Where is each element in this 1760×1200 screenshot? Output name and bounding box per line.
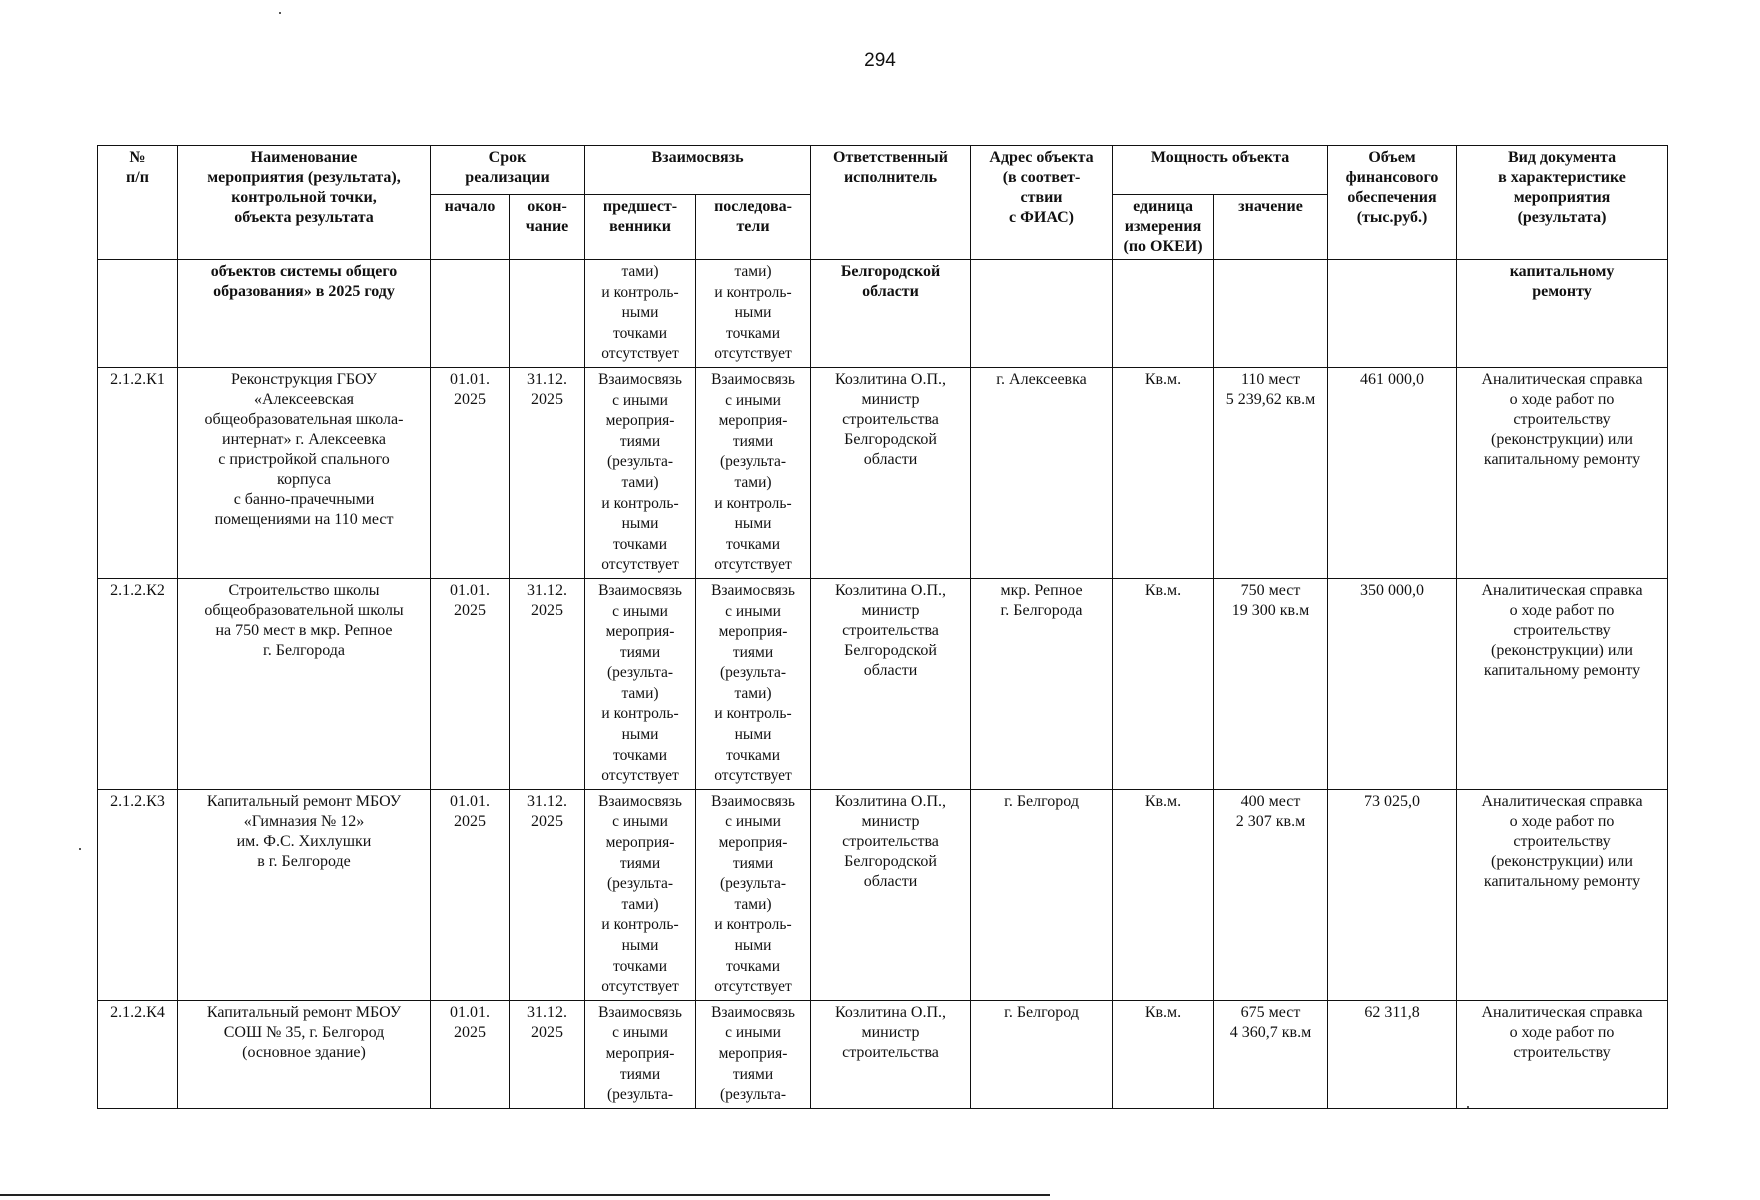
cell-prev: Взаимосвязь с иными мероприя- тиями (результа- <box>585 1000 696 1108</box>
scan-edge-line <box>0 1194 1050 1196</box>
cell-address: мкр. Репное г. Белгорода <box>971 578 1113 789</box>
table-row <box>98 789 1668 1000</box>
cell-next: Взаимосвязь с иными мероприя- тиями (результа- тами) и контроль- ными точками отсутствует <box>696 367 811 578</box>
cell-address: г. Белгород <box>971 1000 1113 1108</box>
table-row-continuation <box>98 260 1668 368</box>
cell-funding: 461 000,0 <box>1328 367 1457 578</box>
header-term-end: окон- чание <box>510 195 585 260</box>
cell-doc-type: Аналитическая справка о ходе работ по строительству (реконструкции) или капитальному ремонту <box>1457 578 1668 789</box>
cell-num: 2.1.2.К3 <box>98 789 178 1000</box>
table-row <box>98 578 1668 789</box>
table-header <box>98 146 1668 260</box>
header-term-start: начало <box>431 195 510 260</box>
cell-end: 31.12. 2025 <box>510 1000 585 1108</box>
cell-name: Строительство школы общеобразовательной школы на 750 мест в мкр. Репное г. Белгорода <box>178 578 431 789</box>
cell-start: 01.01. 2025 <box>431 367 510 578</box>
cell-value: 750 мест 19 300 кв.м <box>1214 578 1328 789</box>
cell-num: 2.1.2.К2 <box>98 578 178 789</box>
header-capacity-value: значение <box>1214 195 1328 260</box>
cell-next: Взаимосвязь с иными мероприя- тиями (результа- тами) и контроль- ными точками отсутствует <box>696 578 811 789</box>
cell-next: Взаимосвязь с иными мероприя- тиями (результа- <box>696 1000 811 1108</box>
cell-unit: Кв.м. <box>1113 367 1214 578</box>
page-number: 294 <box>864 50 896 71</box>
cell-prev: тами) и контроль- ными точками отсутствует <box>585 260 696 368</box>
cell-start <box>431 260 510 368</box>
cell-doc-type: капитальному ремонту <box>1457 260 1668 368</box>
cell-end: 31.12. 2025 <box>510 367 585 578</box>
cell-name: Капитальный ремонт МБОУ СОШ № 35, г. Белгород (основное здание) <box>178 1000 431 1108</box>
cell-doc-type: Аналитическая справка о ходе работ по строительству (реконструкции) или капитальному ремонту <box>1457 367 1668 578</box>
cell-prev: Взаимосвязь с иными мероприя- тиями (результа- тами) и контроль- ными точками отсутствует <box>585 789 696 1000</box>
header-term: Срок реализации <box>431 146 585 195</box>
cell-num <box>98 260 178 368</box>
cell-address: г. Белгород <box>971 789 1113 1000</box>
cell-value: 110 мест 5 239,62 кв.м <box>1214 367 1328 578</box>
table-row <box>98 367 1668 578</box>
cell-num: 2.1.2.К1 <box>98 367 178 578</box>
table-row <box>98 1000 1668 1108</box>
cell-value: 675 мест 4 360,7 кв.м <box>1214 1000 1328 1108</box>
header-relation: Взаимосвязь <box>585 146 811 195</box>
cell-unit: Кв.м. <box>1113 578 1214 789</box>
cell-unit <box>1113 260 1214 368</box>
cell-doc-type: Аналитическая справка о ходе работ по строительству <box>1457 1000 1668 1108</box>
cell-funding: 350 000,0 <box>1328 578 1457 789</box>
cell-end: 31.12. 2025 <box>510 789 585 1000</box>
cell-prev: Взаимосвязь с иными мероприя- тиями (результа- тами) и контроль- ными точками отсутствует <box>585 367 696 578</box>
cell-executor: Козлитина О.П., министр строительства Белгородской области <box>811 367 971 578</box>
scan-speck <box>79 848 81 850</box>
cell-start: 01.01. 2025 <box>431 578 510 789</box>
cell-funding: 73 025,0 <box>1328 789 1457 1000</box>
cell-address <box>971 260 1113 368</box>
cell-start: 01.01. 2025 <box>431 789 510 1000</box>
cell-name: объектов системы общего образования» в 2025 году <box>178 260 431 368</box>
cell-executor: Козлитина О.П., министр строительства Белгородской области <box>811 789 971 1000</box>
cell-name: Капитальный ремонт МБОУ «Гимназия № 12» им. Ф.С. Хихлушки в г. Белгороде <box>178 789 431 1000</box>
cell-name: Реконструкция ГБОУ «Алексеевская общеобразовательная школа- интернат» г. Алексеевка с пристройкой спального корпуса с банно-прачечными помещениями на 110 мест <box>178 367 431 578</box>
header-capacity-unit: единица измерения (по ОКЕИ) <box>1113 195 1214 260</box>
cell-num: 2.1.2.К4 <box>98 1000 178 1108</box>
cell-end: 31.12. 2025 <box>510 578 585 789</box>
header-name: Наименование мероприятия (результата), контрольной точки, объекта результата <box>178 146 431 260</box>
header-relation-prev: предшест- венники <box>585 195 696 260</box>
header-doc-type: Вид документа в характеристике мероприятия (результата) <box>1457 146 1668 260</box>
cell-executor: Козлитина О.П., министр строительства Белгородской области <box>811 578 971 789</box>
cell-start: 01.01. 2025 <box>431 1000 510 1108</box>
scan-speck <box>279 12 281 14</box>
header-funding: Объем финансового обеспечения (тыс.руб.) <box>1328 146 1457 260</box>
cell-doc-type: Аналитическая справка о ходе работ по строительству (реконструкции) или капитальному ремонту <box>1457 789 1668 1000</box>
cell-value: 400 мест 2 307 кв.м <box>1214 789 1328 1000</box>
header-executor: Ответственный исполнитель <box>811 146 971 260</box>
cell-funding: 62 311,8 <box>1328 1000 1457 1108</box>
cell-next: тами) и контроль- ными точками отсутствует <box>696 260 811 368</box>
cell-unit: Кв.м. <box>1113 1000 1214 1108</box>
header-capacity: Мощность объекта <box>1113 146 1328 195</box>
header-relation-next: последова- тели <box>696 195 811 260</box>
cell-prev: Взаимосвязь с иными мероприя- тиями (результа- тами) и контроль- ными точками отсутствует <box>585 578 696 789</box>
cell-executor: Белгородской области <box>811 260 971 368</box>
cell-end <box>510 260 585 368</box>
header-address: Адрес объекта (в соответ- ствии с ФИАС) <box>971 146 1113 260</box>
scan-speck <box>1467 1106 1469 1108</box>
cell-unit: Кв.м. <box>1113 789 1214 1000</box>
cell-address: г. Алексеевка <box>971 367 1113 578</box>
cell-next: Взаимосвязь с иными мероприя- тиями (результа- тами) и контроль- ными точками отсутствует <box>696 789 811 1000</box>
cell-executor: Козлитина О.П., министр строительства <box>811 1000 971 1108</box>
cell-funding <box>1328 260 1457 368</box>
cell-value <box>1214 260 1328 368</box>
header-num: № п/п <box>98 146 178 260</box>
measures-table <box>97 145 1668 1109</box>
